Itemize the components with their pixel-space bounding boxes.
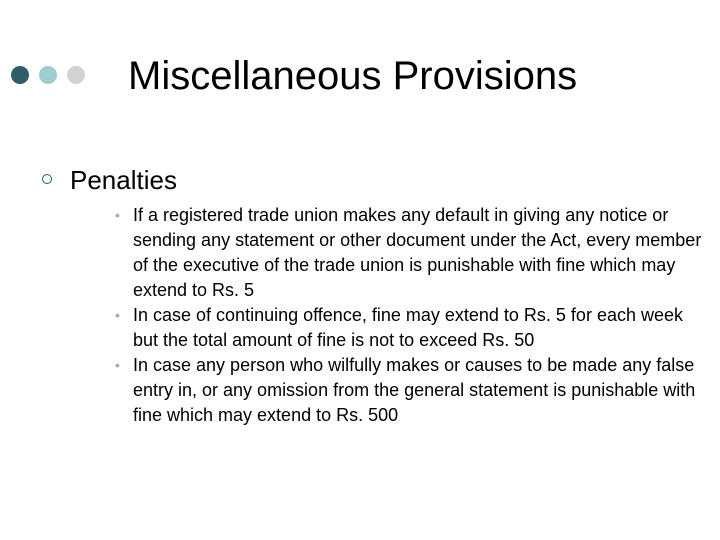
small-dot-bullet-icon: •	[115, 307, 120, 323]
dot-light-teal-icon	[39, 66, 57, 84]
small-dot-bullet-icon: •	[115, 357, 120, 373]
sub-bullet-item	[115, 303, 705, 353]
dot-light-gray-icon	[67, 66, 85, 84]
sub-bullet-text: In case any person who wilfully makes or causes to be made any false entry in, or any omission from the general statement is punishable with fine which may extend to Rs. 500	[133, 355, 696, 425]
dot-dark-teal-icon	[11, 66, 29, 84]
hollow-circle-bullet-icon	[42, 174, 52, 184]
sub-bullet-text: If a registered trade union makes any default in giving any notice or sending any statement or other document under the Act, every member of the executive of the trade union is punishable with fine which may extend to Rs. 5	[133, 205, 702, 300]
bullet-penalties	[70, 163, 690, 197]
slide-title: Miscellaneous Provisions	[128, 54, 578, 98]
sub-bullet-text: In case of continuing offence, fine may extend to Rs. 5 for each week but the total amount of fine is not to exceed Rs. 50	[133, 305, 683, 350]
sub-bullet-item	[115, 353, 705, 428]
sub-bullet-list	[115, 203, 705, 428]
small-dot-bullet-icon: •	[115, 207, 120, 223]
sub-bullet-item	[115, 203, 705, 303]
bullet-heading: Penalties	[70, 165, 177, 195]
